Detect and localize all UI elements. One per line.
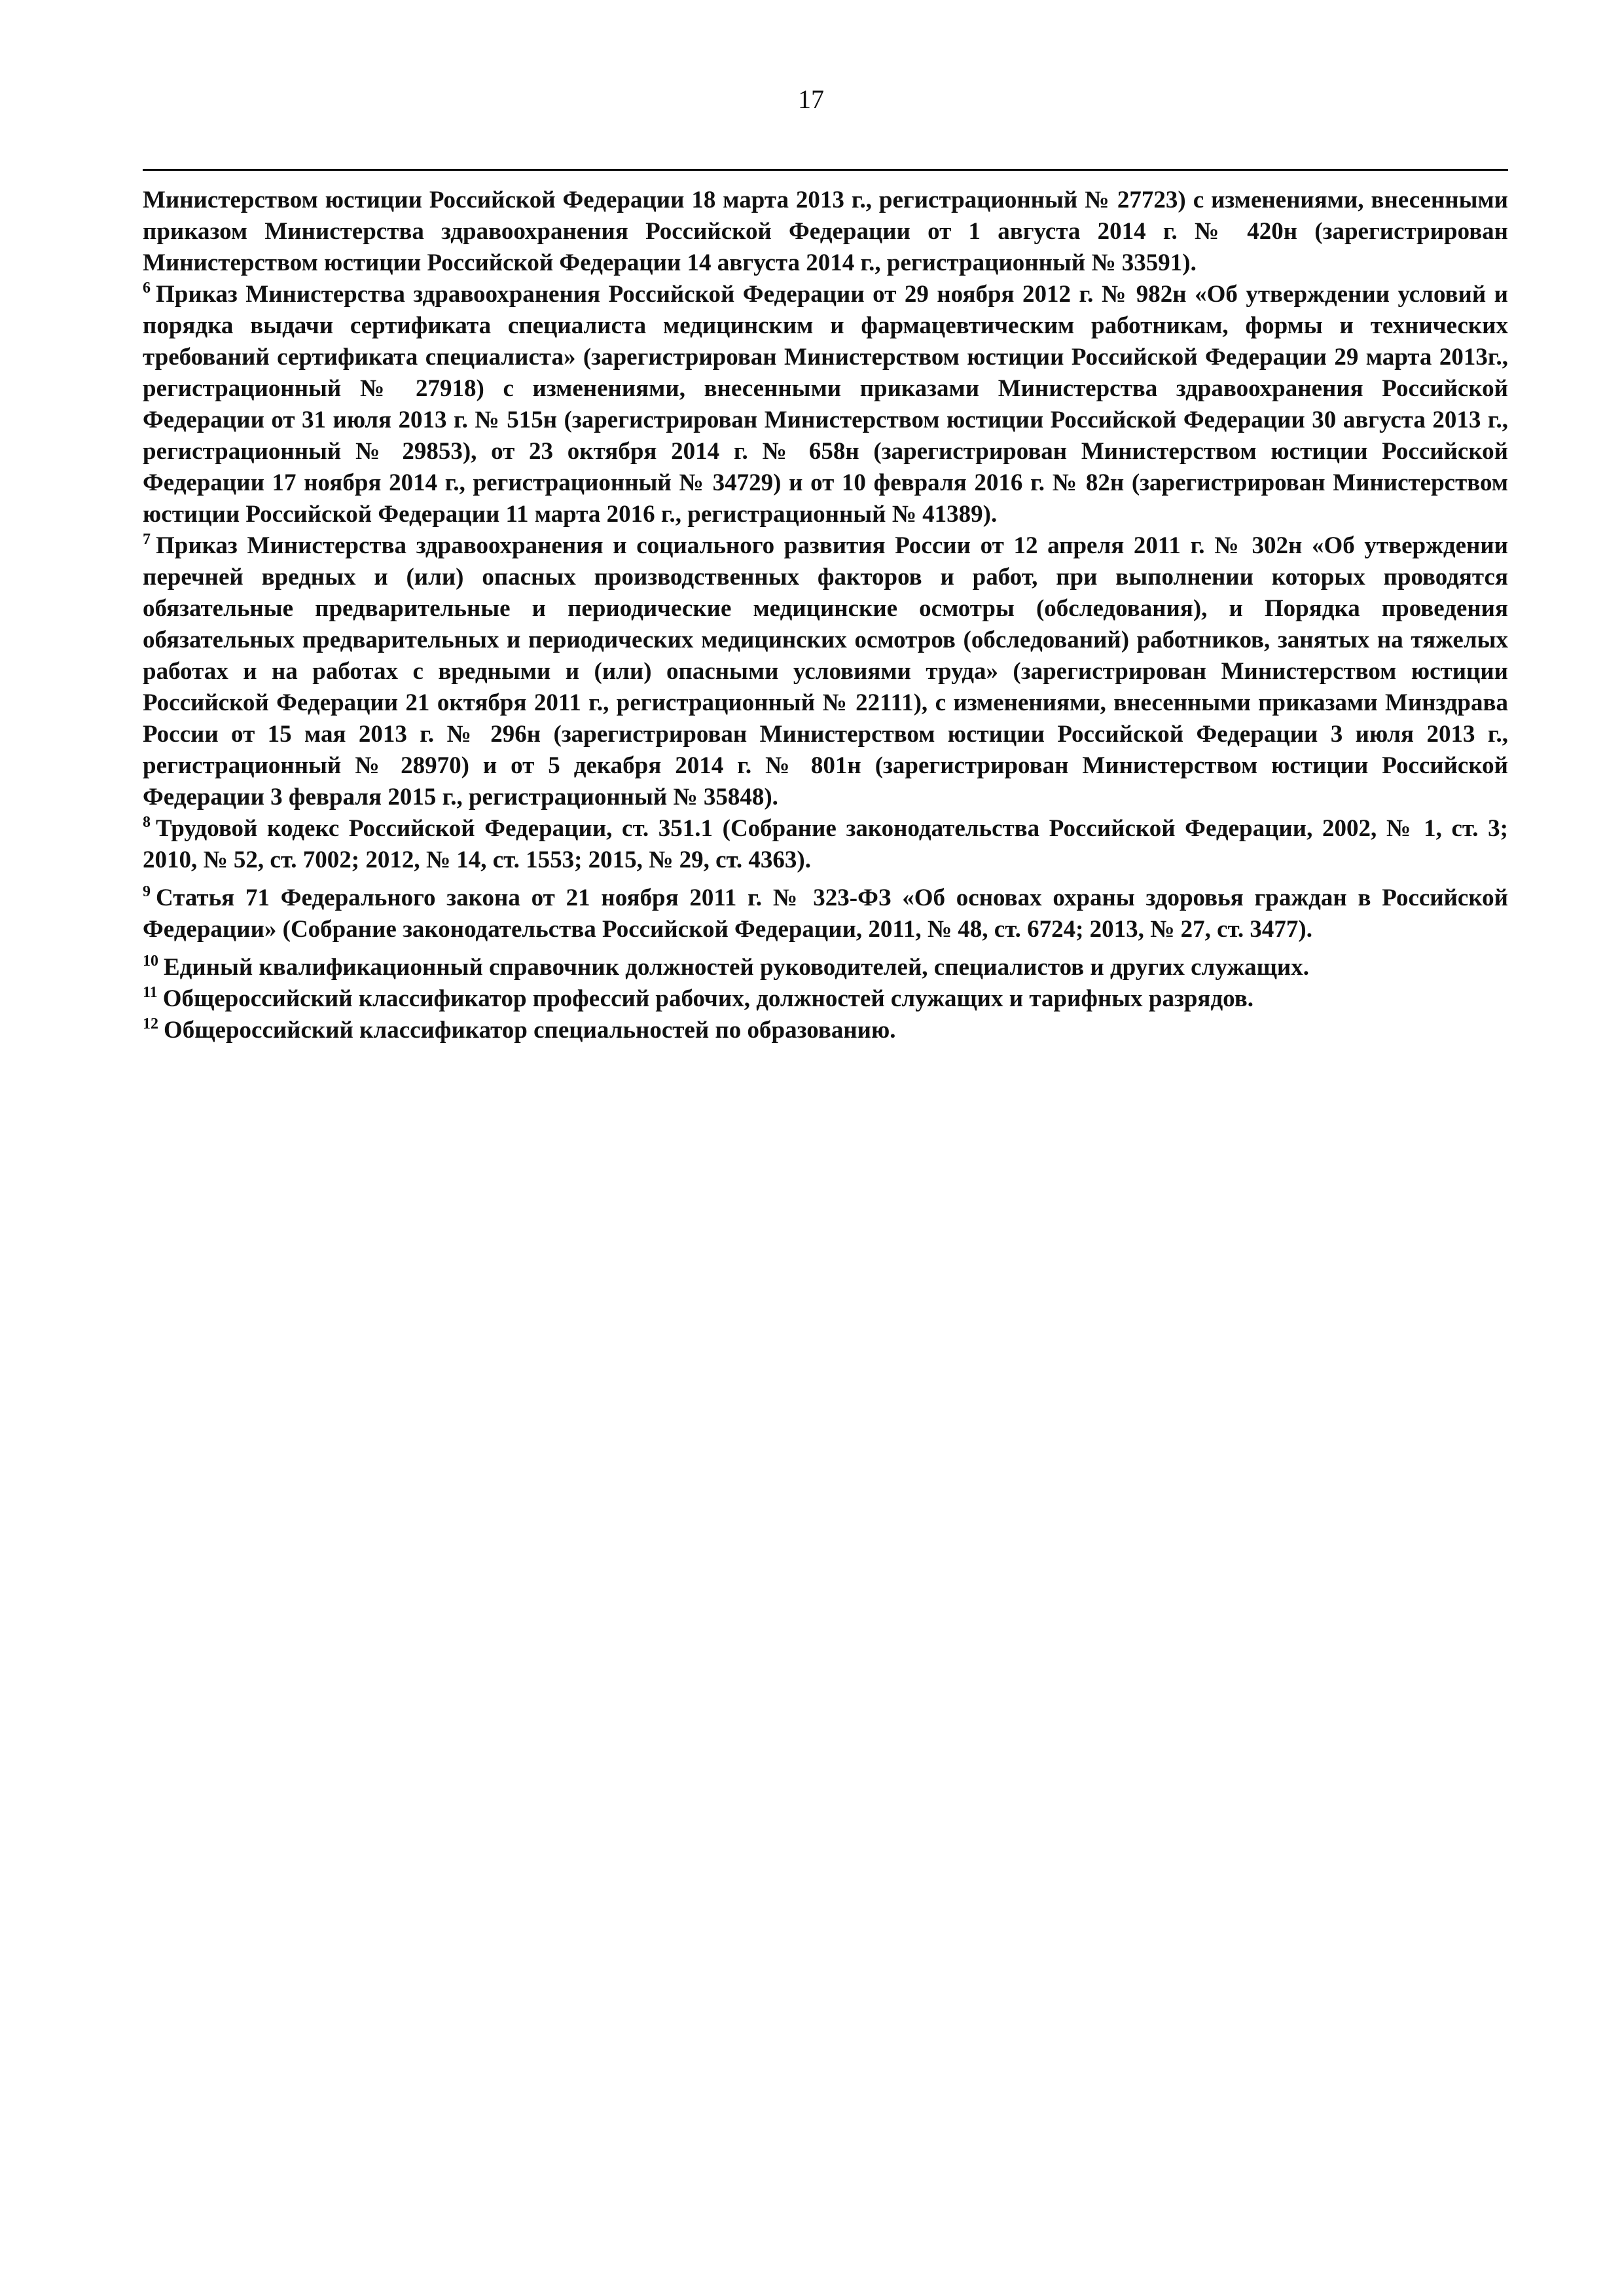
footnote-text: Статья 71 Федерального закона от 21 ноября 2011 г. № 323-ФЗ «Об основах охраны здоровья граждан в Российской Федерации» (Собрание законодательства Российской Федерации, 2011, № 48, ст. 6724; 2013, № 27, ст. 3477). <box>143 884 1508 943</box>
footnote-text: Приказ Министерства здравоохранения Российской Федерации от 29 ноября 2012 г. № 982н «Об утверждении условий и порядка выдачи сертификата специалиста медицинским и фармацевтическим работникам, формы и технических требований сертификата специалиста» (зарегистрирован Министерством юстиции Российской Федерации 29 марта 2013г., регистрационный № 27918) с изменениями, внесенными приказами Министерства здравоохранения Российской Федерации от 31 июля 2013 г. № 515н (зарегистрирован Министерством юстиции Российской Федерации 30 августа 2013 г., регистрационный № 29853), от 23 октября 2014 г. № 658н (зарегистрирован Министерством юстиции Российской Федерации 17 ноября 2014 г., регистрационный № 34729) и от 10 февраля 2016 г. № 82н (зарегистрирован Министерством юстиции Российской Федерации 11 марта 2016 г., регистрационный № 41389). <box>143 281 1508 528</box>
footnote-mark: 9 <box>143 883 151 900</box>
footnote-mark: 7 <box>143 531 151 548</box>
footnote-mark: 11 <box>143 984 158 1001</box>
footnote-11 <box>143 983 1508 1015</box>
footnote-mark: 12 <box>143 1015 158 1032</box>
footnote-8 <box>143 813 1508 876</box>
footnote-divider <box>143 169 1508 171</box>
footnote-mark: 6 <box>143 280 151 297</box>
footnote-continuation <box>143 185 1508 279</box>
footnote-text: Общероссийский классификатор профессий рабочих, должностей служащих и тарифных разрядов. <box>162 985 1253 1012</box>
footnote-mark: 10 <box>143 953 158 970</box>
footnote-text: Министерством юстиции Российской Федерации 18 марта 2013 г., регистрационный № 27723) с изменениями, внесенными приказом Министерства здравоохранения Российской Федерации от 1 августа 2014 г. № 420н (зарегистрирован Министерством юстиции Российской Федерации 14 августа 2014 г., регистрационный № 33591). <box>143 187 1508 276</box>
footnote-text: Приказ Министерства здравоохранения и социального развития России от 12 апреля 2011 г. № 302н «Об утверждении перечней вредных и (или) опасных производственных факторов и работ, при выполнении которых проводятся обязательные предварительные и периодические медицинские осмотры (обследования), и Порядка проведения обязательных предварительных и периодических медицинских осмотров (обследований) работников, занятых на тяжелых работах и на работах с вредными и (или) опасными условиями труда» (зарегистрирован Министерством юстиции Российской Федерации 21 октября 2011 г., регистрационный № 22111), с изменениями, внесенными приказами Минздрава России от 15 мая 2013 г. № 296н (зарегистрирован Министерством юстиции Российской Федерации 3 июля 2013 г., регистрационный № 28970) и от 5 декабря 2014 г. № 801н (зарегистрирован Министерством юстиции Российской Федерации 3 февраля 2015 г., регистрационный № 35848). <box>143 532 1508 811</box>
page-number: 17 <box>798 84 824 114</box>
footnote-10 <box>143 952 1508 983</box>
footnote-text: Трудовой кодекс Российской Федерации, ст. 351.1 (Собрание законодательства Российской Федерации, 2002, № 1, ст. 3; 2010, № 52, ст. 7002; 2012, № 14, ст. 1553; 2015, № 29, ст. 4363). <box>143 815 1508 873</box>
footnote-mark: 8 <box>143 814 151 831</box>
footnote-text: Единый квалификационный справочник должностей руководителей, специалистов и других служащих. <box>164 954 1309 981</box>
footnote-text: Общероссийский классификатор специальностей по образованию. <box>164 1017 896 1044</box>
footnote-6 <box>143 279 1508 530</box>
footnote-12 <box>143 1015 1508 1046</box>
footnote-9 <box>143 883 1508 945</box>
footnotes-block <box>143 185 1508 1046</box>
footnote-7 <box>143 530 1508 813</box>
